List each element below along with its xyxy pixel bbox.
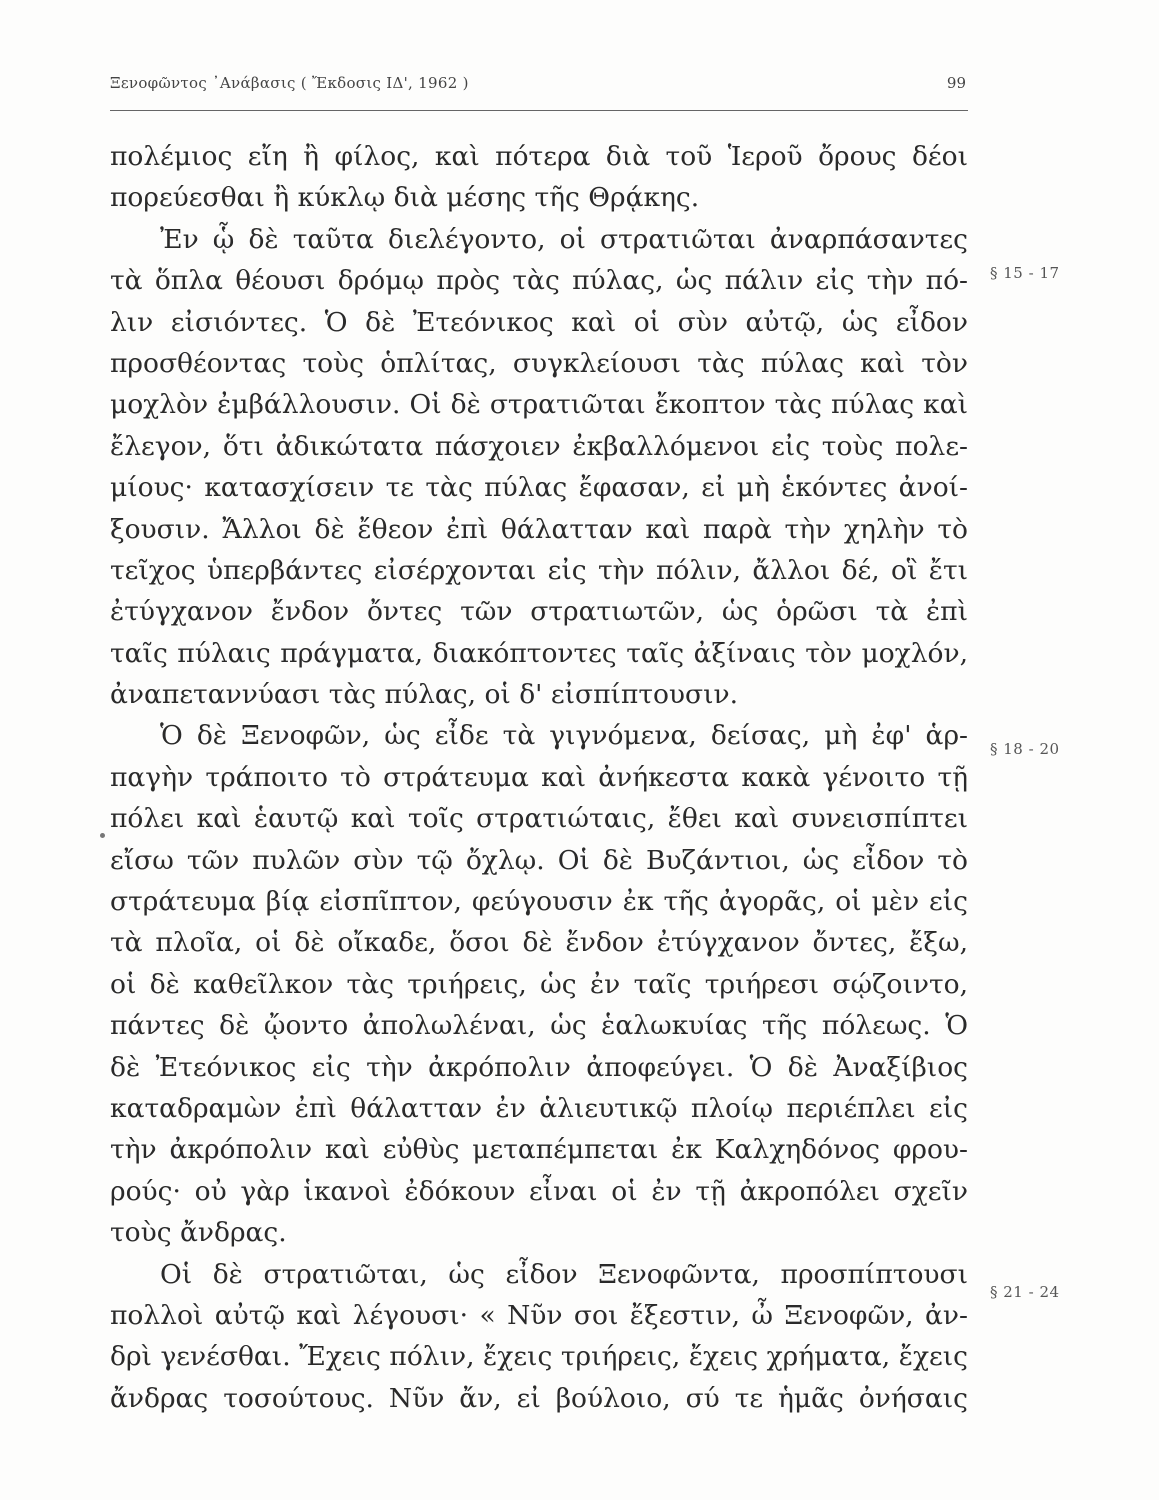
text-line: ἀναπεταννύασι τὰς πύλας, οἱ δ' εἰσπίπτουσιν. <box>110 679 739 711</box>
text-line: εἴσω τῶν πυλῶν σὺν τῷ ὄχλῳ. Οἱ δὲ Βυζάντιοι, ὡς εἶδον τὸ <box>110 844 968 876</box>
text-line: ρούς· οὐ γὰρ ἱκανοὶ ἐδόκουν εἶναι οἱ ἐν τῇ ἀκροπόλει σχεῖν <box>110 1175 968 1207</box>
text-line: δὲ Ἐτεόνικος εἰς τὴν ἀκρόπολιν ἀποφεύγει. Ὁ δὲ Ἀναξίβιος <box>110 1051 968 1083</box>
margin-section-note: § 21 - 24 <box>990 1283 1060 1301</box>
header-rule <box>110 110 968 111</box>
text-line: πόλει καὶ ἑαυτῷ καὶ τοῖς στρατιώταις, ἔθει καὶ συνεισπίπτει <box>110 803 968 835</box>
text-line: τὰ ὅπλα θέουσι δρόμῳ πρὸς τὰς πύλας, ὡς πάλιν εἰς τὴν πό- <box>110 265 968 297</box>
text-line: οἱ δὲ καθεῖλκον τὰς τριήρεις, ὡς ἐν ταῖς τριήρεσι σῴζοιντο, <box>110 968 968 1000</box>
page-number: 99 <box>946 74 966 92</box>
text-line: ἄνδρας τοσούτους. Νῦν ἄν, εἰ βούλοιο, σύ τε ἡμᾶς ὀνήσαις <box>110 1382 968 1414</box>
text-line: τὴν ἀκρόπολιν καὶ εὐθὺς μεταπέμπεται ἐκ Καλχηδόνος φρου- <box>110 1134 968 1166</box>
text-line: τοὺς ἄνδρας. <box>110 1217 287 1249</box>
text-line: δρὶ γενέσθαι. Ἔχεις πόλιν, ἔχεις τριήρεις, ἔχεις χρήματα, ἔχεις <box>110 1341 968 1373</box>
text-line: ξουσιν. Ἄλλοι δὲ ἔθεον ἐπὶ θάλατταν καὶ παρὰ τὴν χηλὴν τὸ <box>110 513 968 545</box>
text-line: ἔλεγον, ὅτι ἀδικώτατα πάσχοιεν ἐκβαλλόμενοι εἰς τοὺς πολε- <box>110 430 968 462</box>
text-line: Οἱ δὲ στρατιῶται, ὡς εἶδον Ξενοφῶντα, προσπίπτουσι <box>160 1258 968 1290</box>
running-head <box>110 74 968 98</box>
text-line: τὰ πλοῖα, οἱ δὲ οἴκαδε, ὅσοι δὲ ἔνδον ἐτύγχανον ὄντες, ἔξω, <box>110 927 968 959</box>
ink-speck-mark <box>100 833 105 838</box>
margin-section-note: § 18 - 20 <box>990 740 1060 758</box>
text-line: στράτευμα βίᾳ εἰσπῖπτον, φεύγουσιν ἐκ τῆς ἀγορᾶς, οἱ μὲν εἰς <box>110 886 968 918</box>
running-head-title: Ξενοφῶντος ᾿Ανάβασις ( Ἔκδοσις ΙΔ', 1962 ) <box>110 74 469 92</box>
text-line: τεῖχος ὑπερβάντες εἰσέρχονται εἰς τὴν πόλιν, ἄλλοι δέ, οἳ ἔτι <box>110 554 968 586</box>
text-body <box>110 136 968 1419</box>
margin-section-note: § 15 - 17 <box>990 264 1060 282</box>
text-line: ἐτύγχανον ἔνδον ὄντες τῶν στρατιωτῶν, ὡς ὁρῶσι τὰ ἐπὶ <box>110 596 968 628</box>
text-line: παγὴν τράποιτο τὸ στράτευμα καὶ ἀνήκεστα κακὰ γένοιτο τῇ <box>110 761 968 793</box>
text-line: λιν εἰσιόντες. Ὁ δὲ Ἐτεόνικος καὶ οἱ σὺν αὐτῷ, ὡς εἶδον <box>110 306 968 338</box>
text-line: καταδραμὼν ἐπὶ θάλατταν ἐν ἁλιευτικῷ πλοίῳ περιέπλει εἰς <box>110 1092 968 1124</box>
text-line: Ὁ δὲ Ξενοφῶν, ὡς εἶδε τὰ γιγνόμενα, δείσας, μὴ ἐφ' ἁρ- <box>160 720 968 752</box>
text-line: ταῖς πύλαις πράγματα, διακόπτοντες ταῖς ἀξίναις τὸν μοχλόν, <box>110 637 968 669</box>
text-line: μοχλὸν ἐμβάλλουσιν. Οἱ δὲ στρατιῶται ἔκοπτον τὰς πύλας καὶ <box>110 389 968 421</box>
text-line: πολλοὶ αὐτῷ καὶ λέγουσι· « Νῦν σοι ἔξεστιν, ὦ Ξενοφῶν, ἀν- <box>110 1299 968 1331</box>
text-line: πορεύεσθαι ἢ κύκλῳ διὰ μέσης τῆς Θρᾴκης. <box>110 182 700 214</box>
text-line: Ἐν ᾧ δὲ ταῦτα διελέγοντο, οἱ στρατιῶται ἀναρπάσαντες <box>160 223 968 255</box>
text-line: πολέμιος εἴη ἢ φίλος, καὶ πότερα διὰ τοῦ Ἱεροῦ ὄρους δέοι <box>110 141 968 172</box>
text-line: πάντες δὲ ᾤοντο ἀπολωλέναι, ὡς ἑαλωκυίας τῆς πόλεως. Ὁ <box>110 1010 968 1042</box>
text-line: μίους· κατασχίσειν τε τὰς πύλας ἔφασαν, εἰ μὴ ἑκόντες ἀνοί- <box>110 472 968 504</box>
text-line: προσθέοντας τοὺς ὁπλίτας, συγκλείουσι τὰς πύλας καὶ τὸν <box>110 347 968 379</box>
